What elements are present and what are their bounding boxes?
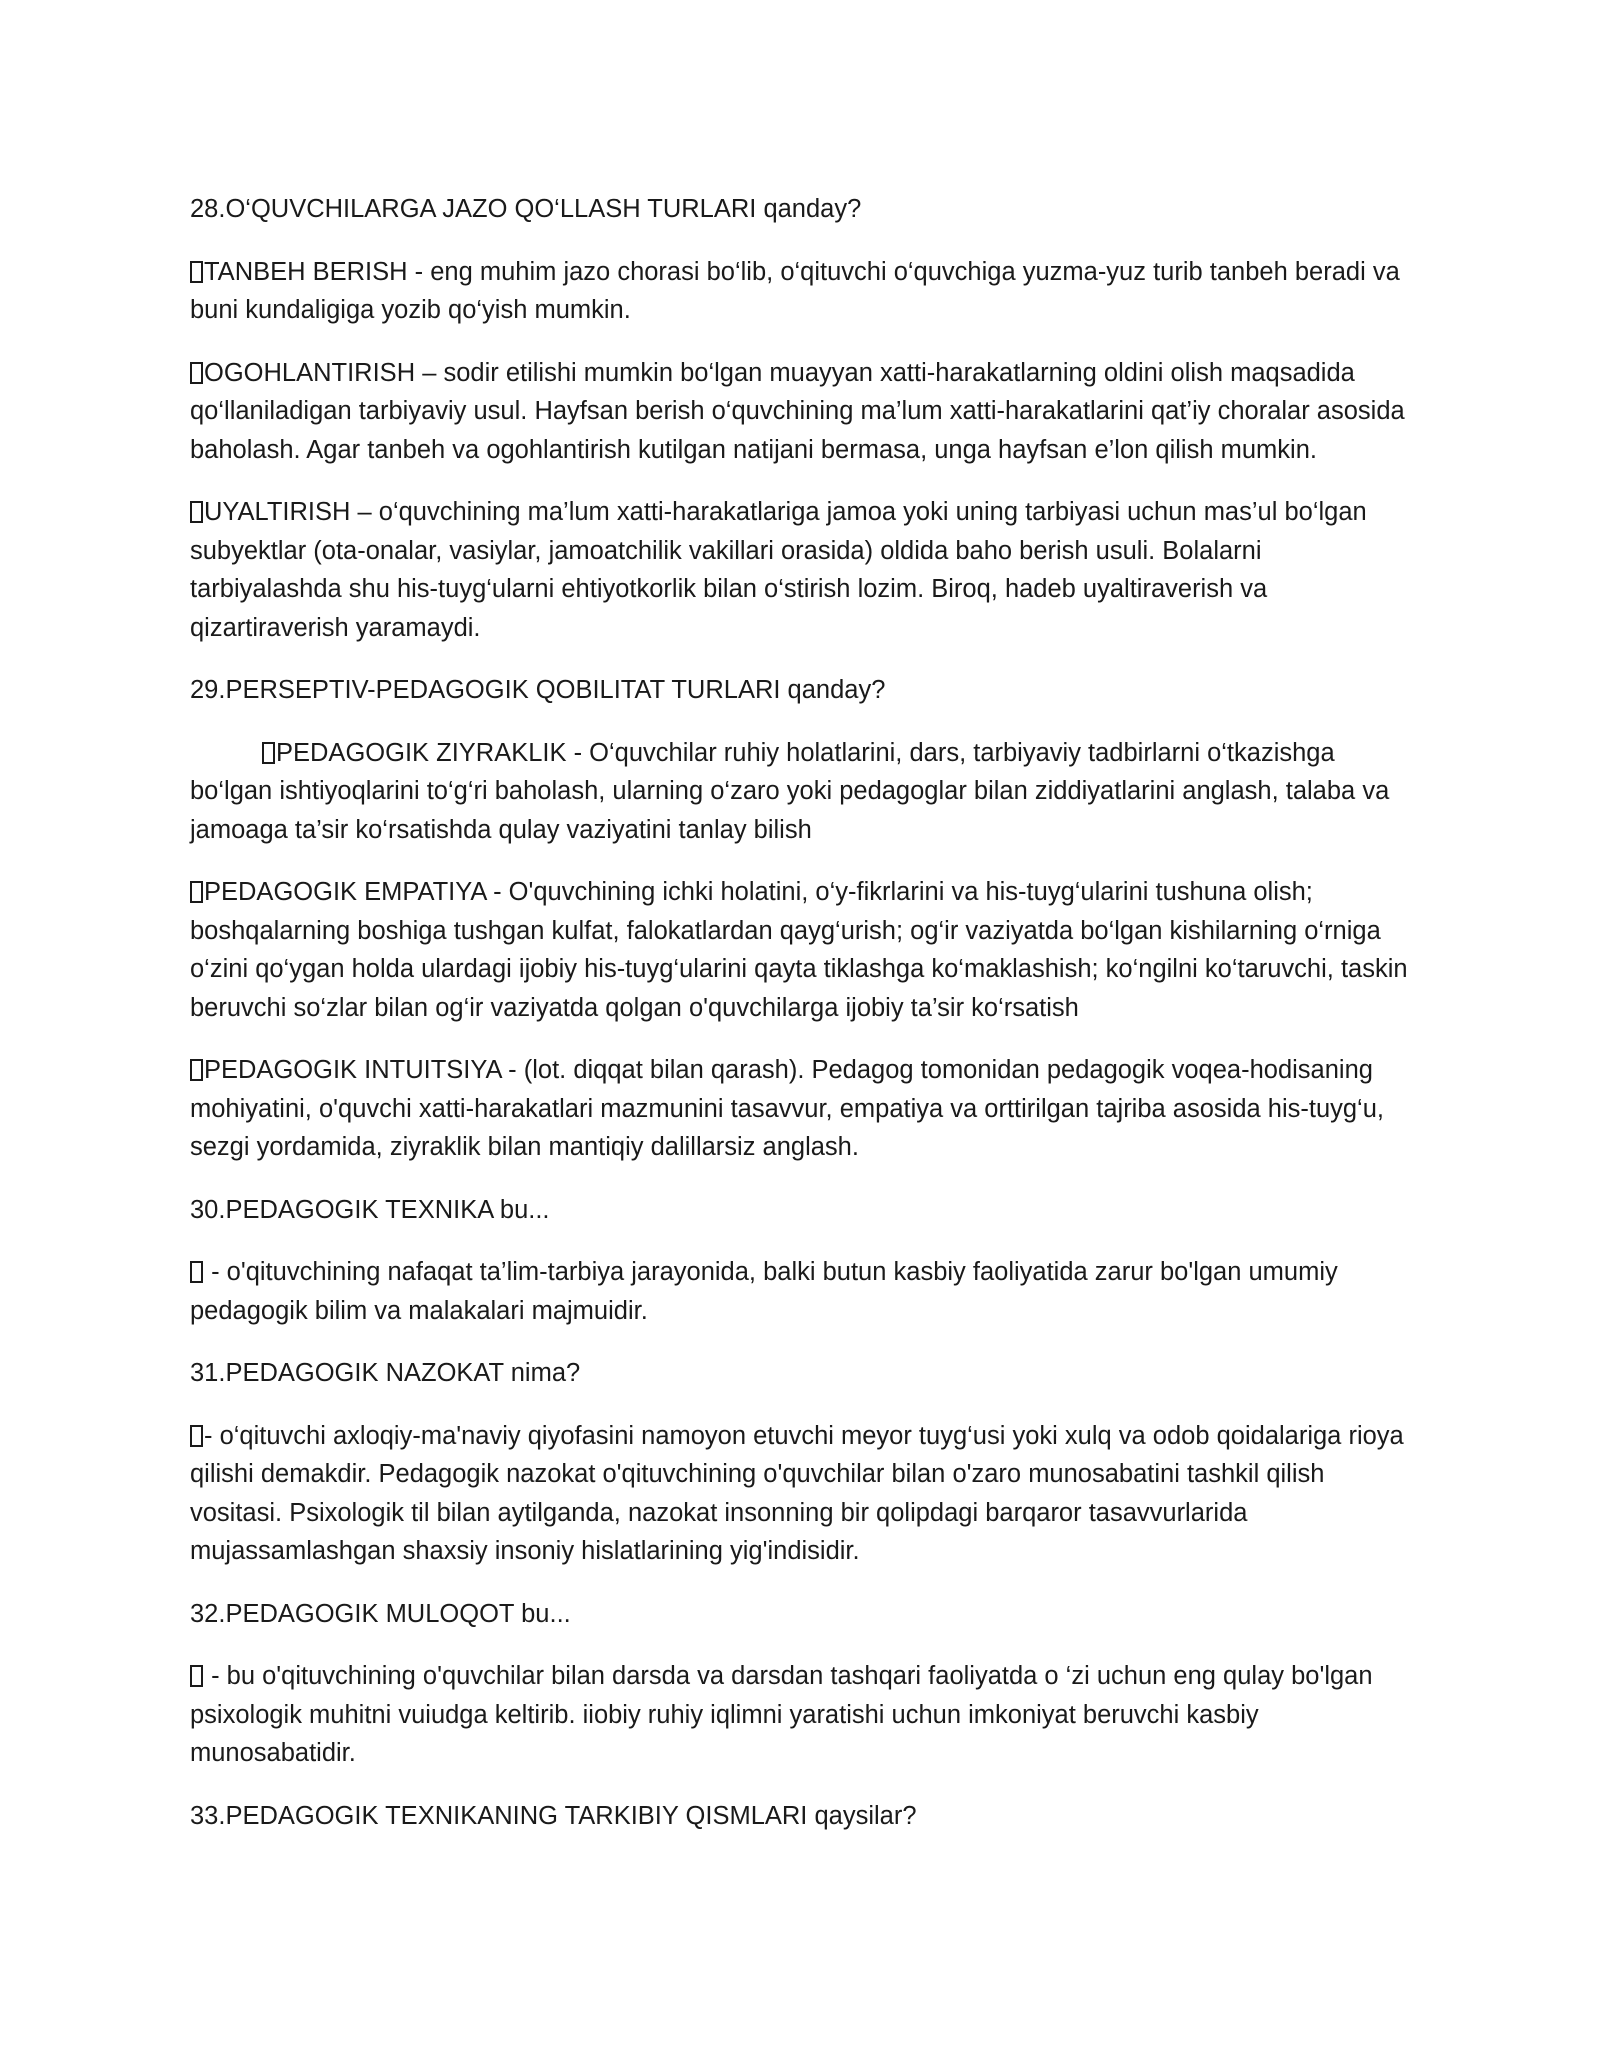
paragraph-text: PEDAGOGIK EMPATIYA - O'quvchining ichki holatini, o‘y-fikrlarini va his-tuyg‘ularini tushuna olish; boshqalarning boshiga tushgan kulfat, falokatlardan qayg‘urish; og‘ir vaziyatda bo‘lgan kishilarning o‘rniga o‘zini qo‘ygan holda ulardagi ijobiy his-tuyg‘ularini qayta tiklashga ko‘maklashish; ko‘ngilni ko‘taruvchi, taskin beruvchi so‘zlar bilan og‘ir vaziyatda qolgan o'quvchilarga ijobiy ta’sir ko‘rsatish — [190, 878, 1408, 1022]
missing-glyph-icon — [262, 742, 275, 764]
paragraph-text: OGOHLANTIRISH – sodir etilishi mumkin bo‘lgan muayyan xatti-harakatlarning oldini olish maqsadida qo‘llaniladigan tarbiyaviy usul. Hayfsan berish o‘quvchining ma’lum xatti-harakatlarini qat’iy choralar asosida baholash. Agar tanbeh va ogohlantirish kutilgan natijani bermasa, unga hayfsan e’lon qilish mumkin. — [190, 358, 1405, 464]
paragraph-text: PEDAGOGIK ZIYRAKLIK - O‘quvchilar ruhiy holatlarini, dars, tarbiyaviy tadbirlarni o‘tkazishga bo‘lgan ishtiyoqlarini to‘g‘ri baholash, ularning o‘zaro yoki pedagoglar bilan ziddiyatlarini anglash, talaba va jamoaga ta’sir ko‘rsatishda qulay vaziyatini tanlay bilish — [190, 738, 1390, 844]
paragraph-uyaltirish — [190, 493, 1415, 647]
paragraph-text: TANBEH BERISH - eng muhim jazo chorasi bo‘lib, o‘qituvchi o‘quvchiga yuzma-yuz turib tanbeh beradi va buni kundaligiga yozib qo‘yish mumkin. — [190, 257, 1400, 324]
section-heading-32: 32.PEDAGOGIK MULOQOT bu... — [190, 1599, 571, 1628]
paragraph-text: PEDAGOGIK INTUITSIYA - (lot. diqqat bilan qarash). Pedagog tomonidan pedagogik voqea-hodisaning mohiyatini, o'quvchi xatti-harakatlari mazmunini tasavvur, empatiya va orttirilgan tajriba asosida his-tuyg‘u, sezgi yordamida, ziyraklik bilan mantiqiy dalillarsiz anglash. — [190, 1056, 1384, 1161]
missing-glyph-icon — [190, 1261, 203, 1283]
paragraph-text: - bu o'qituvchining o'quvchilar bilan darsda va darsdan tashqari faoliyatda o ‘zi uchun eng qulay bo'lgan psixologik muhitni vuiudga keltirib. iiobiy ruhiy iqlimni yaratishi uchun imkoniyat beruvchi kasbiy munosabatidir. — [190, 1662, 1373, 1767]
missing-glyph-icon — [190, 501, 203, 523]
section-heading-33: 33.PEDAGOGIK TEXNIKANING TARKIBIY QISMLARI qaysilar? — [190, 1801, 917, 1830]
paragraph-pedagogik-nazokat — [190, 1417, 1415, 1571]
paragraph-ogohlantirish — [190, 354, 1415, 470]
paragraph-pedagogik-muloqot — [190, 1657, 1415, 1773]
missing-glyph-icon — [190, 362, 203, 384]
missing-glyph-icon — [190, 1059, 203, 1081]
paragraph-text: - o'qituvchining nafaqat ta’lim-tarbiya jarayonida, balki butun kasbiy faoliyatida zarur bo'lgan umumiy pedagogik bilim va malakalari majmuidir. — [190, 1258, 1338, 1325]
section-heading-29: 29.PERSEPTIV-PEDAGOGIK QOBILITAT TURLARI qanday? — [190, 676, 886, 704]
paragraph-text: - o‘qituvchi axloqiy-ma'naviy qiyofasini namoyon etuvchi meyor tuyg‘usi yoki xulq va odob qoidalariga rioya qilishi demakdir. Pedagogik nazokat o'qituvchining o'quvchilar bilan o'zaro munosabatini tashkil qilish vositasi. Psixologik til bilan aytilganda, nazokat insonning bir qolipdagi barqaror tasavvurlarida mujassamlashgan shaxsiy insoniy hislatlarining yig'indisidir. — [190, 1421, 1404, 1565]
paragraph-pedagogik-ziyraklik — [190, 734, 1415, 850]
section-heading-30: 30.PEDAGOGIK TEXNIKA bu... — [190, 1195, 550, 1224]
missing-glyph-icon — [190, 1665, 203, 1687]
paragraph-text: UYALTIRISH – o‘quvchining ma’lum xatti-harakatlariga jamoa yoki uning tarbiyasi uchun mas’ul bo‘lgan subyektlar (ota-onalar, vasiylar, jamoatchilik vakillari orasida) oldida baho berish usuli. Bolalarni tarbiyalashda shu his-tuyg‘ularni ehtiyotkorlik bilan o‘stirish lozim. Biroq, hadeb uyaltiraverish va qizartiraverish yaramaydi. — [190, 498, 1367, 642]
section-heading-31: 31.PEDAGOGIK NAZOKAT nima? — [190, 1359, 581, 1387]
paragraph-pedagogik-texnika — [190, 1253, 1415, 1330]
missing-glyph-icon — [190, 1425, 203, 1447]
missing-glyph-icon — [190, 261, 203, 283]
paragraph-pedagogik-empatiya — [190, 873, 1415, 1027]
paragraph-pedagogik-intuitsiya — [190, 1051, 1415, 1167]
document-page — [190, 190, 1415, 1859]
paragraph-tanbeh-berish — [190, 253, 1415, 330]
section-heading-28: 28.O‘QUVCHILARGA JAZO QO‘LLASH TURLARI qanday? — [190, 195, 862, 223]
missing-glyph-icon — [190, 881, 203, 903]
